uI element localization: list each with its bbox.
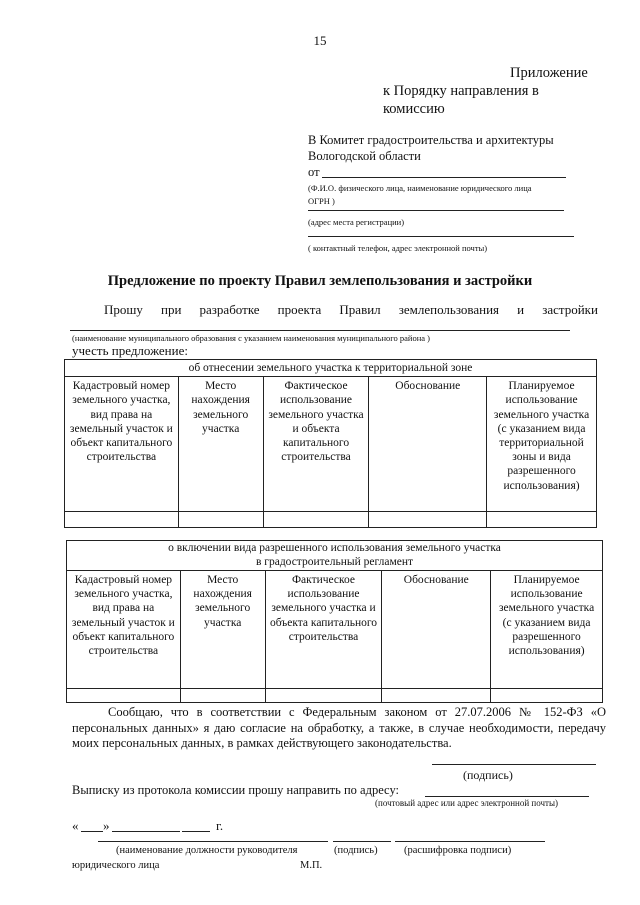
from-line	[322, 177, 566, 178]
request-word: Прошу	[104, 302, 143, 317]
table-cell	[180, 689, 265, 703]
registration-line	[308, 210, 564, 211]
decode-line	[395, 841, 545, 842]
column-planned-use: Планируемое использование земельного участка (с указанием вида территориальной зоны и вида разрешенного использования)	[487, 377, 597, 512]
signature-label: (подпись)	[463, 768, 513, 782]
request-line	[104, 302, 598, 318]
page-number: 15	[313, 33, 327, 48]
table-cell	[491, 689, 603, 703]
request-word: и	[517, 302, 525, 317]
column-location: Место нахождения земельного участка	[180, 571, 265, 689]
column-cadastral: Кадастровый номер земельного участка, вид права на земельный участок и объект капитального строительства	[65, 377, 179, 512]
document-title: Предложение по проекту Правил землепользования и застройки	[107, 273, 533, 289]
footer-signature-line	[333, 841, 391, 842]
footer-signature-note: (подпись)	[334, 845, 378, 856]
table-cell	[178, 512, 263, 528]
regulation-table	[66, 540, 603, 703]
table-cell	[263, 512, 369, 528]
table-cell	[382, 689, 491, 703]
postal-note: (почтовый адрес или адрес электронной почты)	[375, 798, 559, 808]
zone-table	[64, 359, 597, 528]
position-line	[98, 841, 328, 842]
take-into-account: учесть предложение:	[72, 343, 188, 358]
contact-line	[308, 236, 574, 237]
appendix-line-3: комиссию	[383, 101, 445, 117]
day-line	[81, 831, 103, 832]
postal-address-line	[425, 796, 589, 797]
column-justification: Обоснование	[382, 571, 491, 689]
date-close-quote: »	[103, 818, 110, 833]
column-planned-use: Планируемое использование земельного участка (с указанием вида разрешенного использования)	[491, 571, 603, 689]
request-word: застройки	[542, 302, 598, 317]
applicant-ogrn-note: ОГРН )	[308, 196, 335, 206]
from-label: от	[308, 165, 320, 179]
request-word: Правил	[339, 302, 381, 317]
registration-note: (адрес места регистрации)	[308, 217, 405, 227]
regulation-header-line-1: о включении вида разрешенного использования земельного участка	[168, 542, 501, 554]
appendix-title: Приложение	[510, 65, 588, 81]
position-note: (наименование должности руководителя	[116, 845, 298, 856]
year-line	[182, 831, 210, 832]
table-cell	[487, 512, 597, 528]
request-word: землепользования	[398, 302, 500, 317]
addressee-line-1: В Комитет градостроительства и архитектуры	[308, 133, 554, 147]
table-cell	[67, 689, 181, 703]
decode-note: (расшифровка подписи)	[404, 845, 512, 856]
consent-paragraph: Сообщаю, что в соответствии с Федеральным законом от 27.07.2006 № 152-ФЗ «О персональных данных» я даю согласие на обработку, а также, в случае необходимости, передачу моих персональных данных, в рамках действующего законодательства.	[72, 705, 606, 750]
regulation-header-line-2: в градостроительный регламент	[255, 555, 414, 568]
municipality-line	[70, 330, 570, 331]
regulation-table-header	[67, 541, 603, 571]
position-note-2: юридического лица	[72, 860, 160, 871]
zone-table-header: об отнесении земельного участка к территориальной зоне	[65, 360, 597, 377]
signature-line	[432, 764, 596, 765]
column-actual-use: Фактическое использование земельного участка и объекта капитального строительства	[265, 571, 382, 689]
addressee-line-2: Вологодской области	[308, 149, 421, 163]
contact-note: ( контактный телефон, адрес электронной почты)	[308, 243, 488, 253]
date-open-quote: «	[72, 818, 79, 833]
appendix-line-2: к Порядку направления в	[383, 83, 539, 99]
request-word: при	[161, 302, 182, 317]
table-cell	[65, 512, 179, 528]
year-suffix: г.	[216, 818, 224, 833]
column-cadastral: Кадастровый номер земельного участка, вид права на земельный участок и объект капитального строительства	[67, 571, 181, 689]
table-cell	[369, 512, 487, 528]
request-word: разработке	[199, 302, 260, 317]
column-actual-use: Фактическое использование земельного участка и объекта капитального строительства	[263, 377, 369, 512]
column-location: Место нахождения земельного участка	[178, 377, 263, 512]
municipality-note: (наименование муниципального образования с указанием наименования муниципального района )	[72, 333, 431, 343]
extract-request: Выписку из протокола комиссии прошу направить по адресу:	[72, 783, 399, 797]
month-line	[112, 831, 180, 832]
column-justification: Обоснование	[369, 377, 487, 512]
request-word: проекта	[277, 302, 322, 317]
table-cell	[265, 689, 382, 703]
applicant-name-note: (Ф.И.О. физического лица, наименование юридического лица	[308, 183, 532, 193]
stamp-label: М.П.	[300, 860, 323, 871]
